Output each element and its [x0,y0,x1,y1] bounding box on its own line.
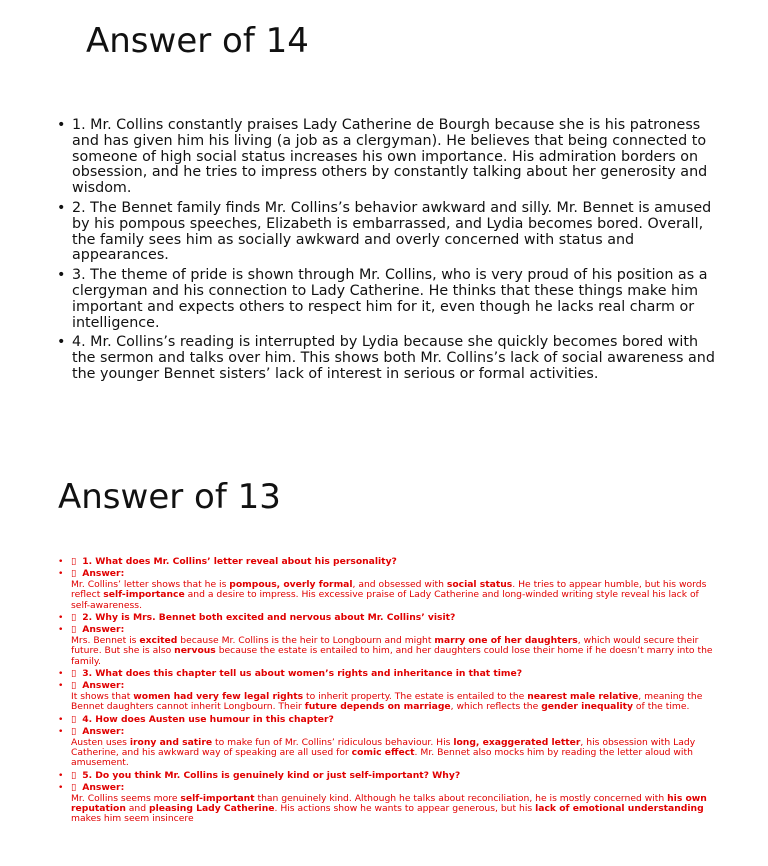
question-item [58,715,718,725]
answer-text: . His actions show he wants to appear generous, but his [274,802,536,814]
question-text: 1. What does Mr. Collins’ letter reveal about his personality? [82,556,397,567]
answer-14-item: • 1. Mr. Collins constantly praises Lady Catherine de Bourgh because she is his patroness and has given him his living (a job as a clergyman). He believes that being connected to someone of high social status increases his own importance. His admiration borders on obsession, and he tries to impress others by constantly talking about her generosity and wisdom. [57,118,717,197]
answer-13-list [58,557,718,827]
answer-emphasis: marry one of her daughters [434,634,578,646]
answer-label: Answer: [82,782,125,794]
answer-text: . He tries to appear humble, but his words reflect [71,578,707,601]
answer-14-item: • 2. The Bennet family finds Mr. Collins’s behavior awkward and silly. Mr. Bennet is amused by his pompous speeches, Elizabeth is embarrassed, and Lydia becomes bored. Overall, the family sees him as socially awkward and overly concerned with status and appearances. [57,201,717,264]
answer-14-list [57,118,717,387]
answer-emphasis: self-important [180,792,255,804]
answer-13-title: Answer of 13 [58,477,281,517]
answer-item [58,681,718,712]
missing-glyph-icon: ▯ [71,782,77,794]
answer-emphasis: future depends on marriage [304,701,451,713]
missing-glyph-icon: ▯ [71,726,77,738]
answer-text: and [125,802,150,814]
answer-text: and a desire to impress. His excessive praise of Lady Catherine and long-winded writing style reveal his lack of self-awareness. [71,589,699,611]
answer-item [58,727,718,769]
question-item [58,613,718,623]
answer-text: Austen uses [71,736,130,748]
answer-emphasis: gender inequality [541,701,634,713]
answer-item [58,569,718,611]
question-text: 2. Why is Mrs. Bennet both excited and nervous about Mr. Collins’ visit? [82,612,456,624]
answer-label: Answer: [82,726,125,738]
answer-text: Mr. Collins’ letter shows that he is [71,578,230,590]
answer-emphasis: pompous, overly formal [229,578,353,590]
missing-glyph-icon: ▯ [71,612,77,624]
missing-glyph-icon: ▯ [71,668,77,680]
answer-emphasis: lack of emotional understanding [535,802,704,814]
question-item [58,669,718,679]
answer-text: Mr. Collins seems more [71,792,181,804]
answer-emphasis: his own reputation [71,792,707,814]
answer-emphasis: self-importance [103,589,185,601]
missing-glyph-icon: ▯ [71,556,77,567]
answer-14-item: • 3. The theme of pride is shown through Mr. Collins, who is very proud of his position as a clergyman and his connection to Lady Catherine. He thinks that these things make him important and expects others to respect him for it, even though he lacks real charm or intelligence. [57,268,717,331]
answer-emphasis: long, exaggerated letter [453,736,581,748]
answer-text: makes him seem insincere [71,813,194,825]
missing-glyph-icon: ▯ [71,624,77,636]
answer-text: It shows that [71,690,134,702]
answer-emphasis: pleasing Lady Catherine [149,802,275,814]
question-text: 4. How does Austen use humour in this chapter? [82,713,334,725]
question-item [58,771,718,781]
answer-emphasis: excited [139,634,178,646]
answer-item [58,625,718,667]
missing-glyph-icon: ▯ [71,680,77,692]
answer-text: to inherit property. The estate is entailed to the [303,690,528,702]
answer-text: than genuinely kind. Although he talks about reconciliation, he is mostly concerned with [254,792,668,804]
answer-emphasis: nervous [174,645,216,657]
answer-emphasis: social status [446,578,513,590]
answer-label: Answer: [82,680,125,692]
answer-text: , which would secure their future. But she is also [71,634,699,657]
question-item [58,557,718,567]
missing-glyph-icon: ▯ [71,713,77,725]
answer-text: . Mr. Bennet also mocks him by reading the letter aloud with amusement. [71,746,693,769]
answer-emphasis: nearest male relative [527,690,639,702]
answer-text: , and obsessed with [352,578,447,590]
answer-text: because the estate is entailed to him, and her daughters could lose their home if he doesn’t marry into the family. [71,645,713,667]
answer-text: , his obsession with Lady Catherine, and his awkward way of speaking are all used for [71,736,696,758]
question-text: 5. Do you think Mr. Collins is genuinely kind or just self-important? Why? [82,769,461,781]
answer-label: Answer: [82,624,125,636]
answer-14-item: • 4. Mr. Collins’s reading is interrupted by Lydia because she quickly becomes bored with the sermon and talks over him. This shows both Mr. Collins’s lack of social awareness and the younger Bennet sisters’ lack of interest in serious or formal activities. [57,335,717,382]
answer-label: Answer: [82,568,125,580]
answer-text: Mrs. Bennet is [71,634,140,646]
missing-glyph-icon: ▯ [71,568,77,580]
answer-text: because Mr. Collins is the heir to Longbourn and might [177,634,435,646]
answer-text: of the time. [633,701,690,713]
answer-text: to make fun of Mr. Collins’ ridiculous behaviour. His [212,736,454,748]
answer-text: , which reflects the [450,701,542,713]
answer-emphasis: comic effect [351,746,415,758]
answer-emphasis: irony and satire [129,736,213,748]
missing-glyph-icon: ▯ [71,769,77,781]
answer-item [58,783,718,825]
answer-text: , meaning the Bennet daughters cannot inherit Longbourn. Their [71,690,703,713]
answer-14-title: Answer of 14 [86,21,309,61]
answer-emphasis: women had very few legal rights [133,690,304,702]
question-text: 3. What does this chapter tell us about women’s rights and inheritance in that time? [82,668,523,680]
